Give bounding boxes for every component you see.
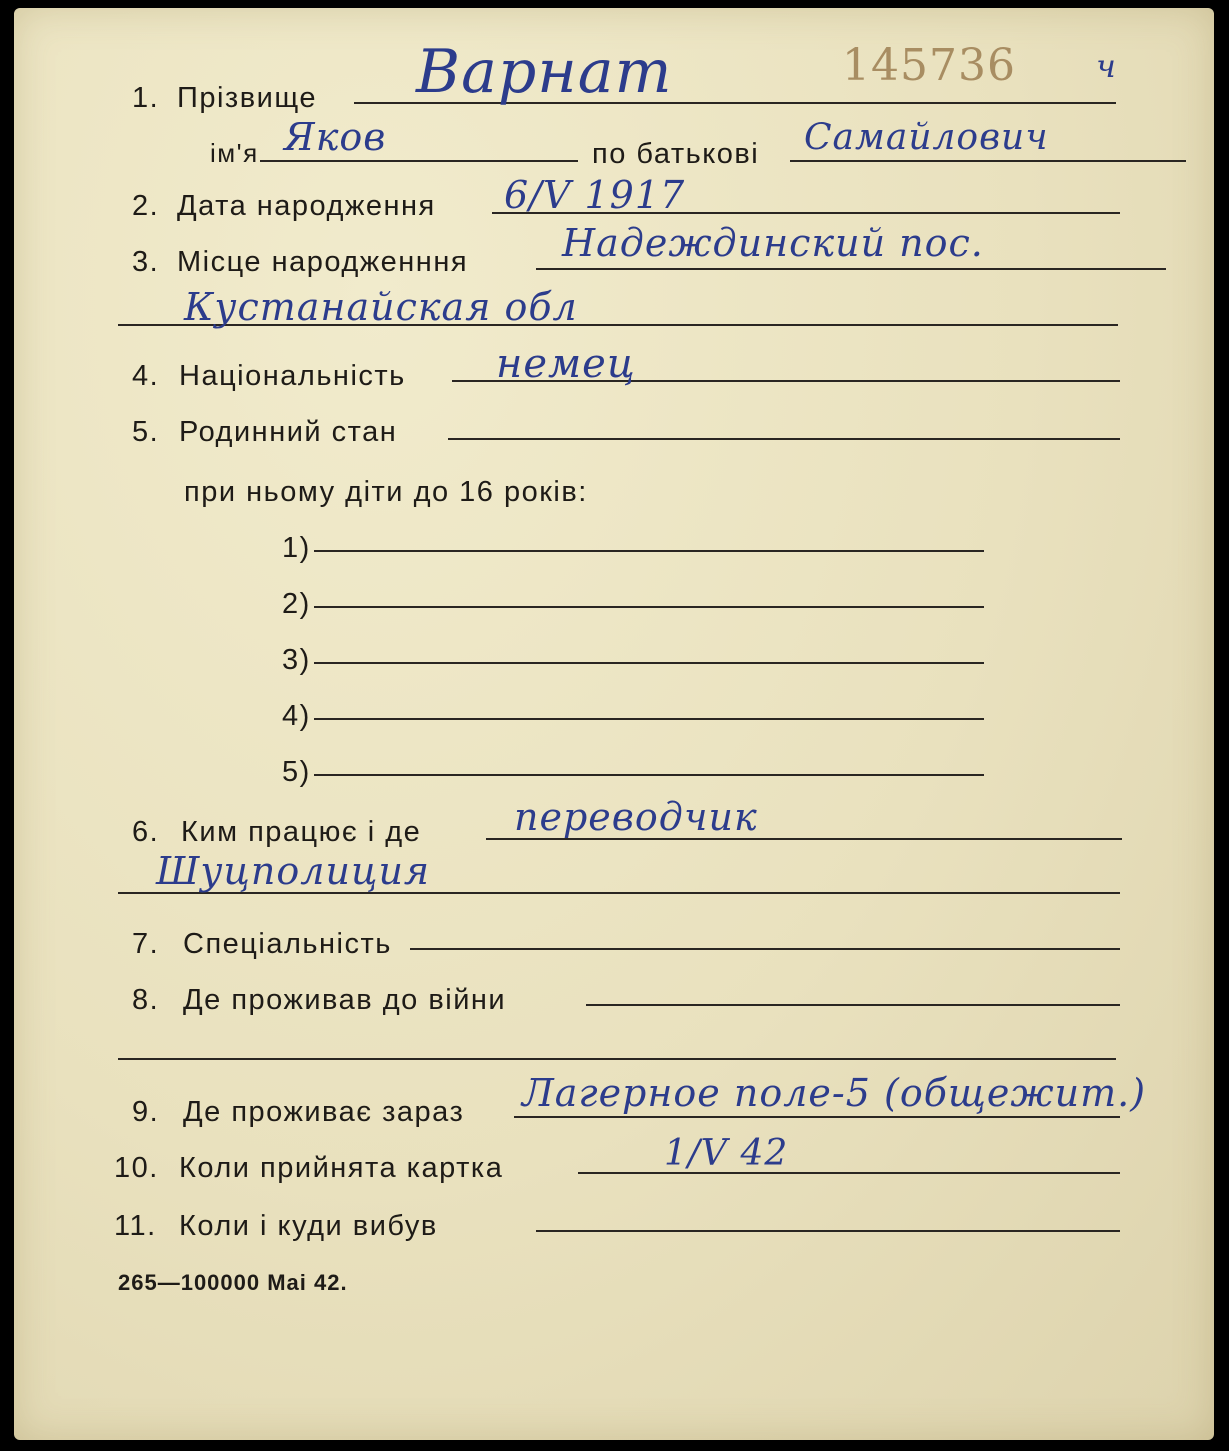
field-8-number: 8. [132,984,160,1016]
card-number-suffix: ч [1096,47,1117,85]
field-7-number: 7. [132,928,160,960]
patronymic-handwritten: Самайлович [804,117,1049,158]
patronymic-label: по батькові [592,138,760,170]
nationality-label: Національність [179,360,406,392]
first-name-handwritten: Яков [284,115,387,159]
marital-status-line [448,438,1120,440]
field-1-number: 1. [132,82,160,114]
child-4-line [314,718,984,720]
field-11-number: 11. [114,1210,157,1242]
field-2-number: 2. [132,190,160,222]
patronymic-line [790,160,1186,162]
birth-place-label: Місце народженння [177,246,469,278]
departure-line [536,1230,1120,1232]
work-handwritten-2: Шуцполиция [156,849,431,893]
marital-status-label: Родинний стан [179,416,398,448]
card-accepted-line [578,1172,1120,1174]
current-residence-label: Де проживає зараз [183,1096,465,1128]
specialty-label: Спеціальність [183,928,392,960]
specialty-line [410,948,1120,950]
surname-label: Прізвище [177,82,317,114]
work-label: Ким працює і де [181,816,422,848]
current-residence-line [514,1116,1120,1118]
field-9-number: 9. [132,1096,160,1128]
birth-place-handwritten-2: Кустанайская обл [184,285,578,329]
birth-place-handwritten-1: Надеждинский пос. [562,221,984,265]
birth-place-line-1 [536,268,1166,270]
children-label: при ньому діти до 16 років: [184,476,588,508]
field-4-number: 4. [132,360,160,392]
first-name-label: ім'я [210,138,259,168]
print-mark: 265—100000 Mai 42. [118,1270,348,1295]
child-1-number: 1) [282,532,311,564]
child-1-line [314,550,984,552]
current-residence-handwritten: Лагерное поле-5 (общежит.) [522,1071,1147,1115]
card-number-pencil: 145736 [842,40,1016,91]
card-accepted-label: Коли прийнята картка [179,1152,504,1184]
prewar-residence-line-1 [586,1004,1120,1006]
field-5-number: 5. [132,416,160,448]
field-6-number: 6. [132,816,160,848]
field-10-number: 10. [114,1152,159,1184]
card-accepted-handwritten: 1/V 42 [664,1133,789,1174]
birth-date-label: Дата народження [177,190,436,222]
departure-label: Коли і куди вибув [179,1210,438,1242]
prewar-residence-label: Де проживав до війни [183,984,507,1016]
child-2-number: 2) [282,588,311,620]
child-4-number: 4) [282,700,311,732]
work-handwritten-1: переводчик [514,795,758,839]
child-2-line [314,606,984,608]
child-5-line [314,774,984,776]
birth-date-handwritten: 6/V 1917 [504,173,686,217]
registration-card [14,8,1214,1440]
child-3-number: 3) [282,644,311,676]
child-5-number: 5) [282,756,311,788]
first-name-line [260,160,578,162]
prewar-residence-line-2 [118,1058,1116,1060]
child-3-line [314,662,984,664]
nationality-handwritten: немец [496,341,636,387]
field-3-number: 3. [132,246,160,278]
surname-handwritten: Варнат [416,37,673,107]
